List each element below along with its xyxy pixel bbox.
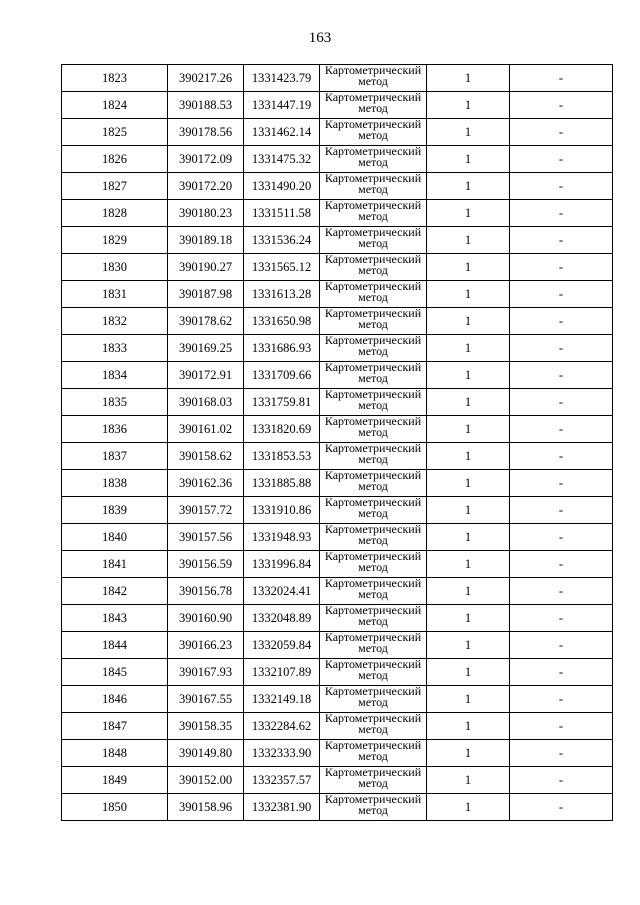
point-number-cell: 1824 xyxy=(62,92,168,119)
point-number-cell: 1838 xyxy=(62,470,168,497)
x-coordinate-cell: 390161.02 xyxy=(168,416,244,443)
x-coordinate-cell: 390166.23 xyxy=(168,632,244,659)
table-row xyxy=(62,497,613,524)
table-row xyxy=(62,65,613,92)
method-cell xyxy=(320,794,427,821)
accuracy-cell: 1 xyxy=(427,227,510,254)
x-coordinate-cell: 390172.91 xyxy=(168,362,244,389)
method-cell xyxy=(320,281,427,308)
table-body xyxy=(62,65,613,821)
table-row xyxy=(62,470,613,497)
accuracy-cell: 1 xyxy=(427,551,510,578)
method-cell xyxy=(320,524,427,551)
point-number-cell: 1831 xyxy=(62,281,168,308)
method-cell xyxy=(320,335,427,362)
y-coordinate-cell: 1331511.58 xyxy=(244,200,320,227)
note-cell: - xyxy=(510,200,613,227)
method-cell xyxy=(320,92,427,119)
x-coordinate-cell: 390167.93 xyxy=(168,659,244,686)
note-cell: - xyxy=(510,713,613,740)
accuracy-cell: 1 xyxy=(427,443,510,470)
point-number-cell: 1843 xyxy=(62,605,168,632)
table-row xyxy=(62,443,613,470)
method-line-2: метод xyxy=(358,398,388,412)
method-line-1: Картометрический xyxy=(324,172,422,185)
method-line-2: метод xyxy=(358,371,388,385)
x-coordinate-cell: 390188.53 xyxy=(168,92,244,119)
accuracy-cell: 1 xyxy=(427,281,510,308)
note-cell: - xyxy=(510,92,613,119)
method-line-1: Картометрический xyxy=(324,199,422,212)
method-line-1: Картометрический xyxy=(324,604,422,617)
method-line-2: метод xyxy=(358,776,388,790)
accuracy-cell: 1 xyxy=(427,605,510,632)
point-number-cell: 1848 xyxy=(62,740,168,767)
method-line-2: метод xyxy=(358,236,388,250)
method-line-2: метод xyxy=(358,74,388,88)
point-number-cell: 1832 xyxy=(62,308,168,335)
y-coordinate-cell: 1332381.90 xyxy=(244,794,320,821)
table-row xyxy=(62,524,613,551)
y-coordinate-cell: 1332107.89 xyxy=(244,659,320,686)
point-number-cell: 1826 xyxy=(62,146,168,173)
method-line-2: метод xyxy=(358,695,388,709)
method-line-1: Картометрический xyxy=(324,577,422,590)
x-coordinate-cell: 390156.78 xyxy=(168,578,244,605)
y-coordinate-cell: 1332333.90 xyxy=(244,740,320,767)
method-line-2: метод xyxy=(358,344,388,358)
table-row xyxy=(62,632,613,659)
method-cell xyxy=(320,308,427,335)
table-row xyxy=(62,659,613,686)
method-cell xyxy=(320,632,427,659)
y-coordinate-cell: 1331490.20 xyxy=(244,173,320,200)
x-coordinate-cell: 390190.27 xyxy=(168,254,244,281)
method-cell xyxy=(320,227,427,254)
y-coordinate-cell: 1332357.57 xyxy=(244,767,320,794)
method-line-1: Картометрический xyxy=(324,712,422,725)
note-cell: - xyxy=(510,362,613,389)
x-coordinate-cell: 390178.62 xyxy=(168,308,244,335)
accuracy-cell: 1 xyxy=(427,200,510,227)
y-coordinate-cell: 1331853.53 xyxy=(244,443,320,470)
note-cell: - xyxy=(510,416,613,443)
point-number-cell: 1825 xyxy=(62,119,168,146)
table-row xyxy=(62,227,613,254)
method-line-1: Картометрический xyxy=(324,442,422,455)
y-coordinate-cell: 1331462.14 xyxy=(244,119,320,146)
method-line-1: Картометрический xyxy=(324,631,422,644)
note-cell: - xyxy=(510,281,613,308)
accuracy-cell: 1 xyxy=(427,362,510,389)
method-cell xyxy=(320,659,427,686)
point-number-cell: 1823 xyxy=(62,65,168,92)
method-line-2: метод xyxy=(358,506,388,520)
point-number-cell: 1842 xyxy=(62,578,168,605)
method-line-1: Картометрический xyxy=(324,739,422,752)
table-row xyxy=(62,740,613,767)
point-number-cell: 1833 xyxy=(62,335,168,362)
x-coordinate-cell: 390158.96 xyxy=(168,794,244,821)
y-coordinate-cell: 1331650.98 xyxy=(244,308,320,335)
method-line-1: Картометрический xyxy=(324,91,422,104)
coordinates-table xyxy=(61,64,613,821)
x-coordinate-cell: 390178.56 xyxy=(168,119,244,146)
note-cell: - xyxy=(510,740,613,767)
method-line-1: Картометрический xyxy=(324,118,422,131)
method-line-1: Картометрический xyxy=(324,496,422,509)
method-line-2: метод xyxy=(358,452,388,466)
table-row xyxy=(62,200,613,227)
accuracy-cell: 1 xyxy=(427,470,510,497)
y-coordinate-cell: 1331759.81 xyxy=(244,389,320,416)
note-cell: - xyxy=(510,173,613,200)
y-coordinate-cell: 1331447.19 xyxy=(244,92,320,119)
y-coordinate-cell: 1331948.93 xyxy=(244,524,320,551)
x-coordinate-cell: 390169.25 xyxy=(168,335,244,362)
x-coordinate-cell: 390180.23 xyxy=(168,200,244,227)
table-row xyxy=(62,686,613,713)
method-line-2: метод xyxy=(358,128,388,142)
method-line-2: метод xyxy=(358,722,388,736)
method-cell xyxy=(320,713,427,740)
y-coordinate-cell: 1332284.62 xyxy=(244,713,320,740)
x-coordinate-cell: 390158.35 xyxy=(168,713,244,740)
method-cell xyxy=(320,416,427,443)
y-coordinate-cell: 1331820.69 xyxy=(244,416,320,443)
method-line-1: Картометрический xyxy=(324,334,422,347)
point-number-cell: 1830 xyxy=(62,254,168,281)
accuracy-cell: 1 xyxy=(427,92,510,119)
method-cell xyxy=(320,389,427,416)
point-number-cell: 1845 xyxy=(62,659,168,686)
note-cell: - xyxy=(510,632,613,659)
point-number-cell: 1847 xyxy=(62,713,168,740)
method-line-2: метод xyxy=(358,290,388,304)
y-coordinate-cell: 1332048.89 xyxy=(244,605,320,632)
note-cell: - xyxy=(510,524,613,551)
note-cell: - xyxy=(510,443,613,470)
y-coordinate-cell: 1331686.93 xyxy=(244,335,320,362)
method-line-2: метод xyxy=(358,587,388,601)
table-row xyxy=(62,92,613,119)
point-number-cell: 1834 xyxy=(62,362,168,389)
method-line-1: Картометрический xyxy=(324,145,422,158)
method-line-2: метод xyxy=(358,668,388,682)
x-coordinate-cell: 390172.20 xyxy=(168,173,244,200)
method-cell xyxy=(320,686,427,713)
method-cell xyxy=(320,605,427,632)
method-cell xyxy=(320,551,427,578)
method-line-2: метод xyxy=(358,479,388,493)
x-coordinate-cell: 390167.55 xyxy=(168,686,244,713)
method-line-2: метод xyxy=(358,425,388,439)
accuracy-cell: 1 xyxy=(427,524,510,551)
point-number-cell: 1829 xyxy=(62,227,168,254)
method-line-1: Картометрический xyxy=(324,361,422,374)
table-row xyxy=(62,254,613,281)
accuracy-cell: 1 xyxy=(427,794,510,821)
y-coordinate-cell: 1332149.18 xyxy=(244,686,320,713)
method-line-1: Картометрический xyxy=(324,523,422,536)
x-coordinate-cell: 390158.62 xyxy=(168,443,244,470)
method-line-2: метод xyxy=(358,614,388,628)
x-coordinate-cell: 390168.03 xyxy=(168,389,244,416)
method-line-2: метод xyxy=(358,209,388,223)
method-line-1: Картометрический xyxy=(324,550,422,563)
table-row xyxy=(62,146,613,173)
method-line-2: метод xyxy=(358,803,388,817)
method-line-2: метод xyxy=(358,182,388,196)
note-cell: - xyxy=(510,686,613,713)
table-row xyxy=(62,713,613,740)
x-coordinate-cell: 390172.09 xyxy=(168,146,244,173)
table-row xyxy=(62,578,613,605)
table-row xyxy=(62,416,613,443)
method-cell xyxy=(320,443,427,470)
accuracy-cell: 1 xyxy=(427,335,510,362)
method-line-2: метод xyxy=(358,263,388,277)
point-number-cell: 1839 xyxy=(62,497,168,524)
method-cell xyxy=(320,173,427,200)
point-number-cell: 1844 xyxy=(62,632,168,659)
table-row xyxy=(62,389,613,416)
method-cell xyxy=(320,497,427,524)
method-line-1: Картометрический xyxy=(324,280,422,293)
x-coordinate-cell: 390157.56 xyxy=(168,524,244,551)
method-line-1: Картометрический xyxy=(324,415,422,428)
y-coordinate-cell: 1331536.24 xyxy=(244,227,320,254)
method-line-1: Картометрический xyxy=(324,388,422,401)
method-line-2: метод xyxy=(358,641,388,655)
method-line-1: Картометрический xyxy=(324,469,422,482)
accuracy-cell: 1 xyxy=(427,146,510,173)
accuracy-cell: 1 xyxy=(427,254,510,281)
y-coordinate-cell: 1331613.28 xyxy=(244,281,320,308)
accuracy-cell: 1 xyxy=(427,416,510,443)
note-cell: - xyxy=(510,551,613,578)
note-cell: - xyxy=(510,578,613,605)
note-cell: - xyxy=(510,497,613,524)
y-coordinate-cell: 1331996.84 xyxy=(244,551,320,578)
accuracy-cell: 1 xyxy=(427,713,510,740)
accuracy-cell: 1 xyxy=(427,767,510,794)
point-number-cell: 1827 xyxy=(62,173,168,200)
table-row xyxy=(62,335,613,362)
x-coordinate-cell: 390160.90 xyxy=(168,605,244,632)
table-row xyxy=(62,281,613,308)
table-row xyxy=(62,173,613,200)
method-line-2: метод xyxy=(358,749,388,763)
y-coordinate-cell: 1331885.88 xyxy=(244,470,320,497)
method-line-2: метод xyxy=(358,155,388,169)
note-cell: - xyxy=(510,146,613,173)
page-number: 163 xyxy=(308,30,332,46)
note-cell: - xyxy=(510,389,613,416)
note-cell: - xyxy=(510,659,613,686)
method-cell xyxy=(320,740,427,767)
method-line-1: Картометрический xyxy=(324,658,422,671)
note-cell: - xyxy=(510,605,613,632)
method-cell xyxy=(320,65,427,92)
x-coordinate-cell: 390217.26 xyxy=(168,65,244,92)
point-number-cell: 1840 xyxy=(62,524,168,551)
accuracy-cell: 1 xyxy=(427,740,510,767)
note-cell: - xyxy=(510,308,613,335)
table-row xyxy=(62,119,613,146)
method-line-2: метод xyxy=(358,317,388,331)
method-line-1: Картометрический xyxy=(324,64,422,77)
x-coordinate-cell: 390156.59 xyxy=(168,551,244,578)
point-number-cell: 1837 xyxy=(62,443,168,470)
y-coordinate-cell: 1331565.12 xyxy=(244,254,320,281)
method-cell xyxy=(320,146,427,173)
accuracy-cell: 1 xyxy=(427,389,510,416)
y-coordinate-cell: 1331423.79 xyxy=(244,65,320,92)
table-row xyxy=(62,767,613,794)
table-row xyxy=(62,794,613,821)
note-cell: - xyxy=(510,767,613,794)
note-cell: - xyxy=(510,65,613,92)
table-row xyxy=(62,551,613,578)
note-cell: - xyxy=(510,335,613,362)
x-coordinate-cell: 390187.98 xyxy=(168,281,244,308)
accuracy-cell: 1 xyxy=(427,497,510,524)
note-cell: - xyxy=(510,794,613,821)
method-line-2: метод xyxy=(358,533,388,547)
table-row xyxy=(62,308,613,335)
point-number-cell: 1836 xyxy=(62,416,168,443)
y-coordinate-cell: 1332024.41 xyxy=(244,578,320,605)
method-cell xyxy=(320,578,427,605)
method-cell xyxy=(320,767,427,794)
method-line-2: метод xyxy=(358,560,388,574)
note-cell: - xyxy=(510,227,613,254)
accuracy-cell: 1 xyxy=(427,65,510,92)
method-cell xyxy=(320,200,427,227)
x-coordinate-cell: 390149.80 xyxy=(168,740,244,767)
point-number-cell: 1835 xyxy=(62,389,168,416)
method-line-1: Картометрический xyxy=(324,793,422,806)
method-line-1: Картометрический xyxy=(324,253,422,266)
method-line-1: Картометрический xyxy=(324,307,422,320)
method-line-2: метод xyxy=(358,101,388,115)
x-coordinate-cell: 390152.00 xyxy=(168,767,244,794)
note-cell: - xyxy=(510,254,613,281)
accuracy-cell: 1 xyxy=(427,686,510,713)
accuracy-cell: 1 xyxy=(427,578,510,605)
point-number-cell: 1828 xyxy=(62,200,168,227)
y-coordinate-cell: 1332059.84 xyxy=(244,632,320,659)
y-coordinate-cell: 1331910.86 xyxy=(244,497,320,524)
accuracy-cell: 1 xyxy=(427,173,510,200)
method-line-1: Картометрический xyxy=(324,766,422,779)
accuracy-cell: 1 xyxy=(427,632,510,659)
accuracy-cell: 1 xyxy=(427,308,510,335)
method-line-1: Картометрический xyxy=(324,685,422,698)
point-number-cell: 1841 xyxy=(62,551,168,578)
method-line-1: Картометрический xyxy=(324,226,422,239)
note-cell: - xyxy=(510,470,613,497)
accuracy-cell: 1 xyxy=(427,119,510,146)
accuracy-cell: 1 xyxy=(427,659,510,686)
method-cell xyxy=(320,254,427,281)
x-coordinate-cell: 390162.36 xyxy=(168,470,244,497)
point-number-cell: 1850 xyxy=(62,794,168,821)
point-number-cell: 1846 xyxy=(62,686,168,713)
point-number-cell: 1849 xyxy=(62,767,168,794)
table-row xyxy=(62,362,613,389)
y-coordinate-cell: 1331709.66 xyxy=(244,362,320,389)
table-row xyxy=(62,605,613,632)
x-coordinate-cell: 390157.72 xyxy=(168,497,244,524)
y-coordinate-cell: 1331475.32 xyxy=(244,146,320,173)
method-cell xyxy=(320,119,427,146)
method-cell xyxy=(320,470,427,497)
note-cell: - xyxy=(510,119,613,146)
x-coordinate-cell: 390189.18 xyxy=(168,227,244,254)
method-cell xyxy=(320,362,427,389)
